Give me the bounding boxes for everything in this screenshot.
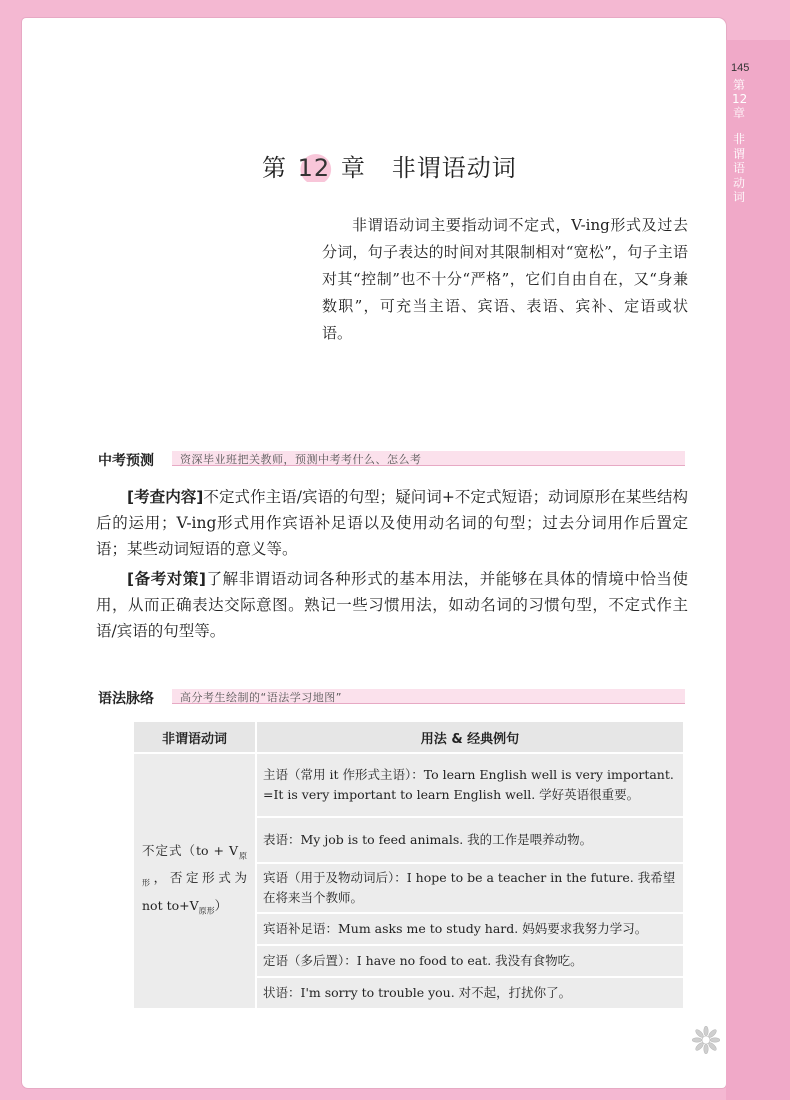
table-cell: 状语：I'm sorry to trouble you. 对不起，打扰你了。 bbox=[257, 978, 683, 1010]
chapter-title-text: 非谓语动词 bbox=[391, 154, 517, 182]
table-cell: 定语（多后置）：I have no food to eat. 我没有食物吃。 bbox=[257, 946, 683, 978]
category-text: ） bbox=[214, 897, 228, 913]
category-text: ，否定形式为 not to+V bbox=[142, 870, 247, 913]
section-subtitle: 资深毕业班把关教师，预测中考考什么、怎么考 bbox=[180, 453, 422, 466]
side-chapter-label: 第12章 bbox=[732, 78, 748, 120]
subscript: 原形 bbox=[198, 906, 215, 916]
exam-content-text: 不定式作主语/宾语的句型；疑问词+不定式短语；动词原形在某些结构后的运用；V-ing形式用作宾语补足语以及使用动名词的句型；过去分词用作后置定语；某些动词短语的意义等。 bbox=[96, 488, 688, 558]
table-header-cell: 用法 & 经典例句 bbox=[257, 722, 683, 754]
chapter-heading bbox=[262, 148, 517, 183]
section-header-grammar-map bbox=[98, 688, 685, 706]
category-text: 不定式（to + V bbox=[142, 842, 238, 858]
exam-content-tag: [考查内容] bbox=[127, 488, 204, 506]
intro-paragraph: 非谓语动词主要指动词不定式，V-ing形式及过去分词，句子表达的时间对其限制相对“宽松”，句子主语对其“控制”也不十分“严格”，它们自由自在，又“身兼数职”，可充当主语、宾语、表语、宾补、定语或状语。 bbox=[322, 216, 688, 342]
flower-icon bbox=[692, 1026, 720, 1054]
section-bar bbox=[172, 451, 685, 466]
section-bar bbox=[172, 689, 685, 704]
subscript: 原形 bbox=[142, 851, 247, 888]
table-cell: 宾语（用于及物动词后）：I hope to be a teacher in the future. 我希望在将来当个教师。 bbox=[257, 864, 683, 914]
section-subtitle: 高分考生绘制的“语法学习地图” bbox=[180, 691, 342, 704]
section-label: 语法脉络 bbox=[98, 691, 154, 707]
chapter-suffix: 章 bbox=[340, 154, 366, 182]
section-label: 中考预测 bbox=[98, 453, 154, 469]
table-cell: 主语（常用 it 作形式主语）：To learn English well is very important. =It is very important to learn English well. 学好英语很重要。 bbox=[257, 754, 683, 818]
table-header-row bbox=[134, 722, 683, 754]
table-row bbox=[134, 754, 683, 818]
page-number: 145 bbox=[731, 62, 750, 74]
grammar-table bbox=[134, 722, 683, 1010]
exam-strategy-text: 了解非谓语动词各种形式的基本用法，并能够在具体的情境中恰当使用，从而正确表达交际意图。熟记一些习惯用法，如动名词的习惯句型，不定式作主语/宾语的句型等。 bbox=[96, 570, 688, 640]
table-header-cell: 非谓语动词 bbox=[134, 722, 257, 754]
table-cell: 表语：My job is to feed animals. 我的工作是喂养动物。 bbox=[257, 818, 683, 864]
exam-strategy-tag: [备考对策] bbox=[127, 570, 206, 588]
side-chapter-title: 非谓语动词 bbox=[732, 132, 745, 204]
exam-content-paragraph bbox=[96, 484, 688, 562]
table-category-cell bbox=[134, 754, 257, 1010]
exam-strategy-paragraph bbox=[96, 566, 688, 644]
chapter-prefix: 第 bbox=[262, 154, 287, 182]
table-cell: 宾语补足语：Mum asks me to study hard. 妈妈要求我努力学习。 bbox=[257, 914, 683, 946]
chapter-number: 12 bbox=[297, 154, 331, 182]
section-header-forecast bbox=[98, 450, 685, 468]
